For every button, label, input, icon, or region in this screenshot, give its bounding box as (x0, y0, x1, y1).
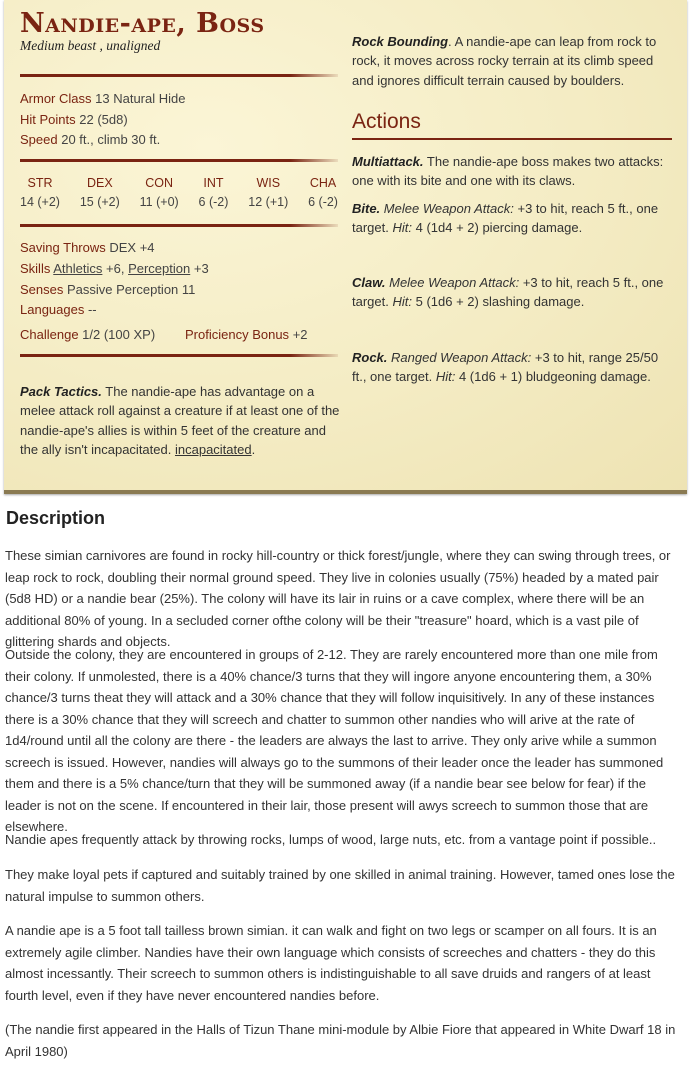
hit-text: 4 (1d4 + 2) piercing damage. (415, 220, 583, 236)
senses-value: Passive Perception 11 (67, 282, 196, 297)
attack-type: Melee Weapon Attack: (383, 201, 514, 216)
ability-cha (308, 176, 338, 209)
challenge (20, 327, 155, 342)
description-paragraph: A nandie ape is a 5 foot tall tailless brown simian. it can walk and fight on two legs or scamper on all fours. It is an extremely agile climber. Nandies have their own language which consists of screeches and chatters - they do this almost incessantly. Their screech to summon others is indistinguishable to all save druids and rangers of at least fourth level, even if they have never encountered nandies before. (5, 923, 657, 1003)
trait-pack-tactics: Pack Tactics. The nandie-ape has advantage on a melee attack roll against a creature if at least one of the nandie-ape's allies is within 5 feet of the creature and the ally isn't incapacitated. incapacitated. (20, 384, 340, 457)
challenge-value: 1/2 (100 XP) (82, 327, 156, 342)
description-heading: Description (6, 508, 106, 528)
ability-name: CHA (309, 176, 337, 190)
trait-rock-bounding: Rock Bounding. A nandie-ape can leap from rock to rock, it moves across rocky terrain at its climb speed and ignores difficult terrain caused by boulders. (352, 34, 657, 88)
hit-text: 4 (1d6 + 1) bludgeoning damage. (458, 369, 651, 385)
skill-athletics-link[interactable]: Athletics (53, 261, 103, 276)
attack-type: Melee Weapon Attack: (389, 275, 520, 290)
speed-label: Speed (20, 132, 58, 147)
action-bite (352, 199, 674, 238)
languages-value: -- (87, 302, 97, 317)
armor-class (20, 91, 185, 106)
saving-throws-label: Saving Throws (20, 240, 106, 255)
senses-label: Senses (20, 282, 64, 297)
divider (20, 159, 338, 162)
challenge-label: Challenge (20, 327, 79, 342)
trait-text: The nandie-ape has advantage on a melee attack roll against a creature if at least one of the nandie-ape's allies is within 5 feet of the creature and the ally isn't incapacitated. (20, 384, 340, 457)
hit-points-label: Hit Points (20, 112, 76, 127)
hit-label: Hit: (435, 369, 456, 385)
divider (20, 224, 338, 227)
ability-wis (248, 176, 288, 209)
monster-meta: Medium beast , unaligned (20, 38, 161, 53)
armor-class-value: 13 Natural Hide (95, 91, 186, 106)
attack-text: +3 to hit, reach 5 ft., one target. (352, 275, 664, 310)
action-name: Bite. (352, 201, 381, 216)
action-rock (352, 348, 674, 387)
hit-points-value: 22 (5d8) (79, 112, 128, 127)
hit-label: Hit: (392, 294, 412, 310)
attack-text: +3 to hit, range 25/50 ft., one target. (352, 350, 659, 385)
action-text: The nandie-ape boss makes two attacks: one with its bite and one with its claws. (352, 154, 664, 189)
description-paragraph: Outside the colony, they are encountered in groups of 2-12. They are rarely encountered more than one mile from their colony. If unmolested, there is a 40% chance/3 turns that they will ingore anyone encountering them, a 30% chance/3 turns theat they will attack and a 30% chance that they will follow inquisitively. In any of these instances there is a 30% chance that they will screech and chatter to summon other nandies who will arive at the rate of 1d4/round until all the colony are there - the leaders are always the last to arrive. They only arive while a summon screech is issued. However, nandies will always go to the summons of their leader once the leader has summoned them and there is a 5% chance/turn that they will be summoned away (if a nandie bear see below for fear) if the leader is not on the scene. If encountered in their lair, those present will awys screech to summon those that are elsewhere. (5, 647, 664, 834)
languages-label: Languages (20, 302, 85, 317)
skills-label: Skills (20, 261, 51, 276)
ability-value: 6 (-2) (198, 195, 229, 209)
skill-athletics-value: +6 (106, 261, 121, 276)
ability-name: WIS (256, 176, 281, 190)
trait-text: A nandie-ape can leap from rock to rock, it moves across rocky terrain at its climb speed and ignores difficult terrain caused by boulders. (352, 34, 657, 88)
skill-perception-value: +3 (193, 261, 209, 276)
ability-value: 14 (+2) (20, 195, 60, 209)
action-claw (352, 273, 674, 312)
monster-name: Nandie-ape, Boss (20, 8, 265, 39)
languages (20, 302, 97, 317)
speed-value: 20 ft., climb 30 ft. (61, 132, 161, 147)
saving-throws-value: DEX +4 (109, 240, 155, 255)
action-name: Multiattack. (352, 154, 424, 169)
action-name: Rock. (352, 350, 388, 365)
speed (20, 132, 160, 147)
ability-scores (20, 176, 338, 209)
saving-throws (20, 240, 155, 255)
ability-value: 11 (+0) (139, 195, 179, 209)
proficiency-bonus (185, 327, 308, 342)
hit-label: Hit: (392, 220, 412, 236)
proficiency-label: Proficiency Bonus (185, 327, 290, 342)
divider (352, 138, 672, 140)
ability-str (20, 176, 60, 209)
action-name: Claw. (352, 275, 386, 290)
trait-name: Rock Bounding (352, 34, 449, 49)
divider (20, 74, 338, 77)
hit-text: 5 (1d6 + 2) slashing damage. (415, 294, 585, 310)
ability-name: CON (145, 176, 174, 190)
description-paragraph: They make loyal pets if captured and suitably trained by one skilled in animal training. However, tamed ones lose the natural impulse to summon others. (5, 867, 675, 904)
skills: Skills Athletics +6, Perception +3 (20, 261, 209, 276)
attack-type: Ranged Weapon Attack: (391, 350, 532, 365)
ability-dex (80, 176, 120, 209)
ability-value: 12 (+1) (248, 195, 289, 209)
ability-int (199, 176, 229, 209)
ability-value: 6 (-2) (308, 195, 338, 209)
description-paragraph: (The nandie first appeared in the Halls of Tizun Thane mini-module by Albie Fiore that appeared in White Dwarf 18 in April 1980) (5, 1022, 676, 1059)
action-multiattack (352, 152, 674, 191)
ability-con (140, 176, 179, 209)
incapacitated-link[interactable]: incapacitated (174, 441, 252, 457)
skill-perception-link[interactable]: Perception (128, 261, 191, 276)
proficiency-value: +2 (292, 327, 308, 342)
attack-text: +3 to hit, reach 5 ft., one target. (352, 201, 659, 236)
description-paragraph: Nandie apes frequently attack by throwing rocks, lumps of wood, large nuts, etc. from a vantage point if possible.. (5, 832, 657, 847)
divider (20, 354, 338, 357)
stat-block (4, 0, 687, 494)
actions-heading: Actions (352, 110, 421, 133)
ability-value: 15 (+2) (79, 195, 120, 209)
ability-name: INT (203, 176, 224, 190)
ability-name: STR (27, 176, 53, 190)
trait-name: Pack Tactics. (20, 384, 102, 399)
description-paragraph: These simian carnivores are found in rocky hill-country or thick forest/jungle, where they can swing through trees, or leap rock to rock, doubling their normal ground speed. They live in colonies usually (75%) headed by a mated pair (5d8 HD) or a nandie bear (25%). The colony will have its lair in ruins or a cave complex, where there will be an additional 80% of young. In a secluded corner ofthe colony will be their "treasure" hoard, which is a vast pile of glittering shards and objects. (5, 548, 671, 649)
hit-points (20, 112, 128, 127)
ability-name: DEX (86, 176, 113, 190)
armor-class-label: Armor Class (20, 91, 92, 106)
senses (20, 282, 195, 297)
